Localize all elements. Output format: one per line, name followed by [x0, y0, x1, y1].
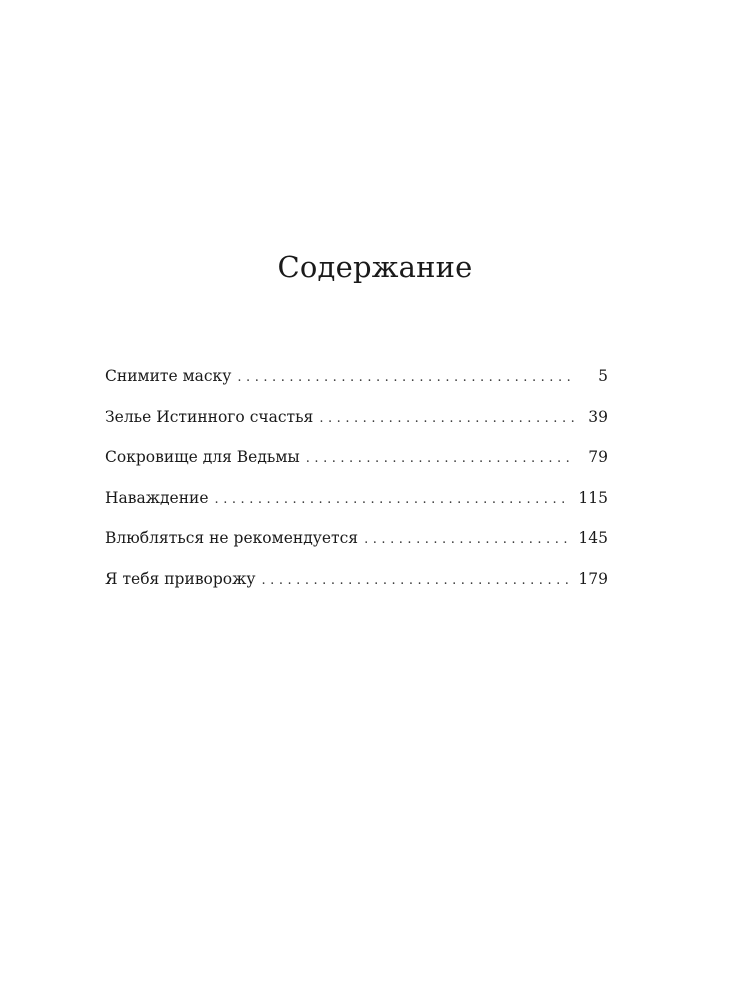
toc-entry	[105, 366, 608, 407]
toc-entry-title: Снимите маску	[105, 367, 232, 385]
table-of-contents	[105, 366, 608, 609]
dot-leader	[306, 449, 574, 469]
toc-entry-title: Влюбляться не рекомендуется	[105, 529, 359, 547]
toc-entry	[105, 569, 608, 610]
toc-entry-page: 5	[598, 367, 608, 385]
toc-entry-page: 79	[588, 448, 608, 466]
dot-leader	[319, 409, 574, 429]
toc-entry	[105, 488, 608, 529]
toc-entry-title: Сокровище для Ведьмы	[105, 448, 300, 466]
toc-entry-page: 179	[578, 569, 608, 588]
toc-entry-title: Я тебя приворожу	[105, 569, 256, 588]
dot-leader	[237, 368, 574, 388]
toc-entry-title: Наваждение	[105, 488, 209, 507]
page-title: Содержание	[277, 250, 473, 284]
toc-entry-page: 145	[578, 529, 608, 547]
toc-entry-title: Зелье Истинного счастья	[105, 407, 314, 426]
toc-entry-page: 39	[588, 407, 608, 426]
dot-leader	[262, 571, 571, 591]
toc-entry	[105, 528, 608, 569]
dot-leader	[364, 530, 570, 550]
dot-leader	[215, 490, 571, 510]
toc-entry-page: 115	[578, 488, 608, 507]
toc-entry	[105, 447, 608, 488]
toc-entry	[105, 407, 608, 448]
